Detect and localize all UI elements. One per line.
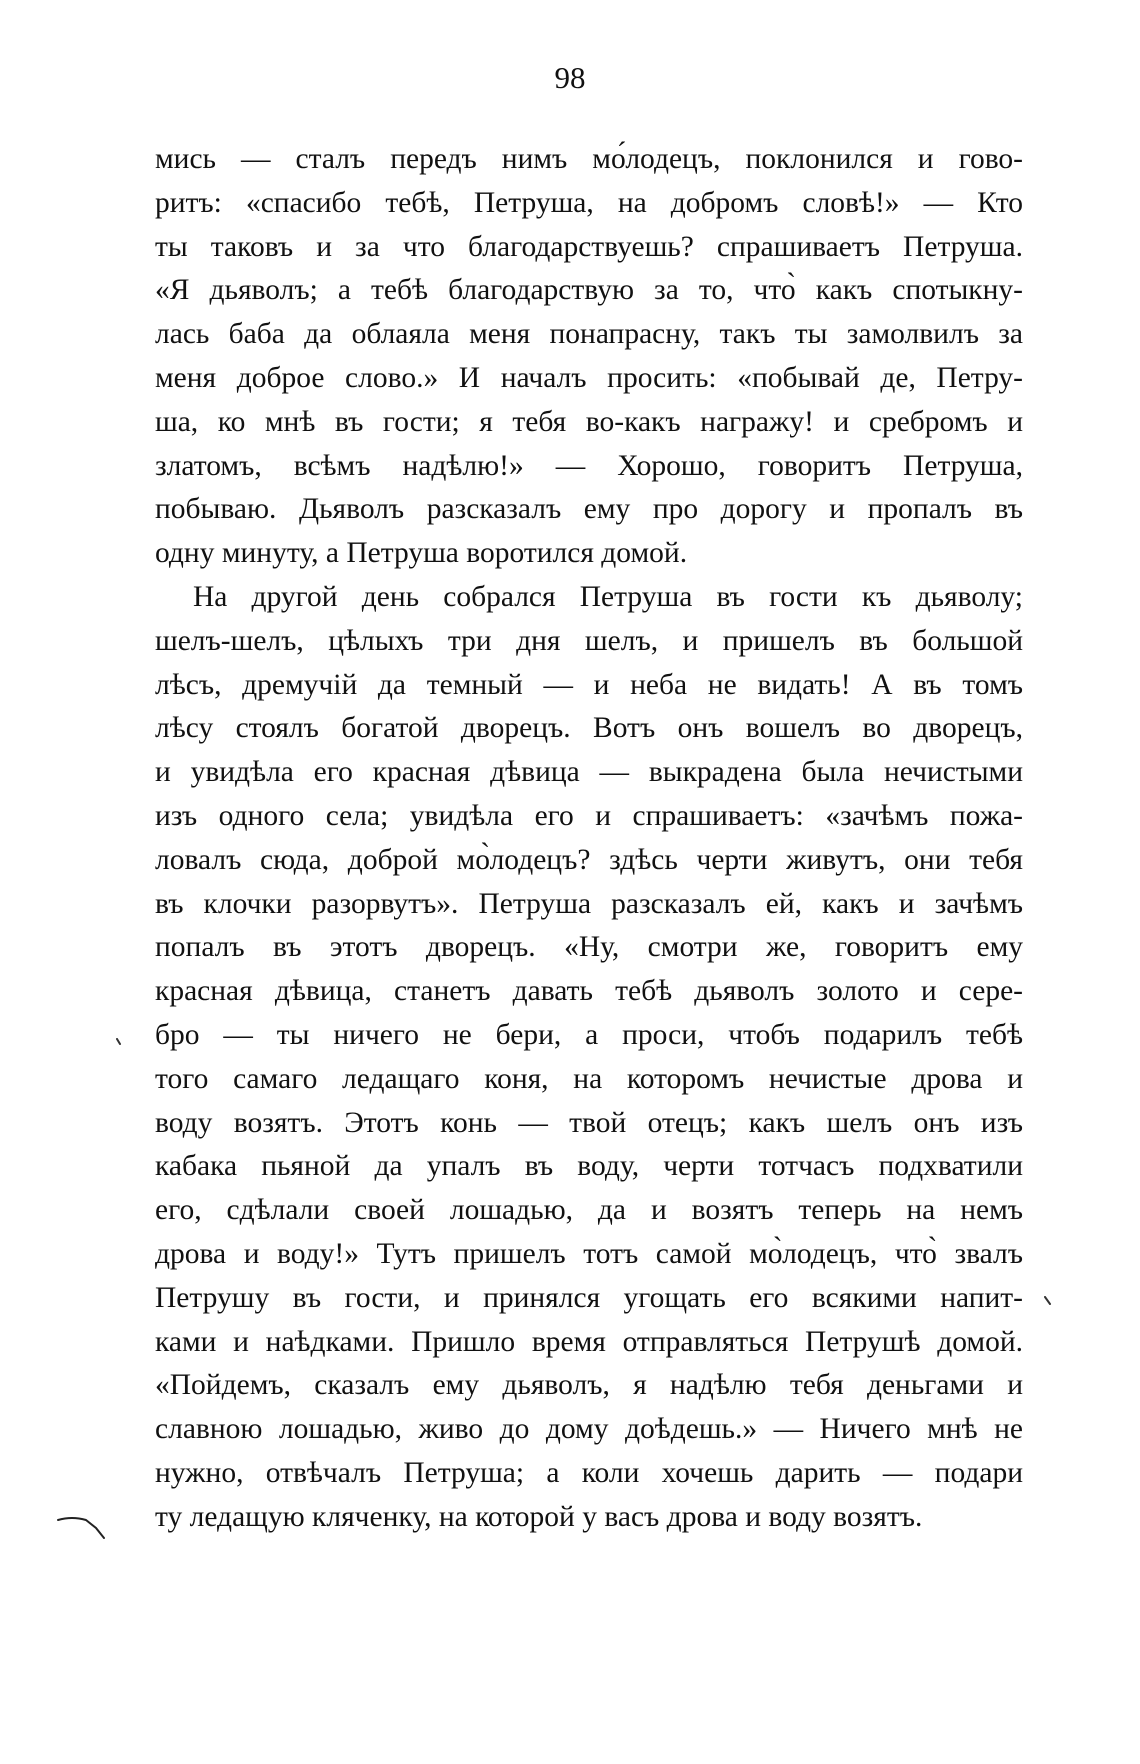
text-line: побываю. Дьяволъ разсказалъ ему про дорогу и пропалъ въ <box>155 493 1023 526</box>
text-line: того самаго ледащаго коня, на которомъ нечистые дрова и <box>155 1062 1023 1095</box>
text-line: одну минуту, а Петруша воротился домой. <box>155 537 688 570</box>
text-line: меня доброе слово.» И началъ просить: «побывай де, Петру- <box>155 361 1023 394</box>
text-line: его, сдѣлали своей лошадью, да и возятъ теперь на немъ <box>155 1194 1023 1227</box>
text-line: ками и наѣдками. Пришло время отправляться Петрушѣ домой. <box>155 1325 1023 1358</box>
text-line: лѣсу стоялъ богатой дворецъ. Вотъ онъ вошелъ во дворецъ, <box>155 712 1023 745</box>
scan-speck-mark <box>116 1038 122 1046</box>
text-line: дрова и воду!» Тутъ пришелъ тотъ самой мо̀лодецъ, что̀ звалъ <box>155 1237 1023 1270</box>
text-line: шелъ-шелъ, цѣлыхъ три дня шелъ, и пришелъ въ большой <box>155 624 1023 657</box>
text-line: ты таковъ и за что благодарствуешь? спрашиваетъ Петруша. <box>155 230 1023 263</box>
text-line: «Пойдемъ, сказалъ ему дьяволъ, я надѣлю тебя деньгами и <box>155 1369 1023 1402</box>
text-line: славною лошадью, живо до дому доѣдешь.» — Ничего мнѣ не <box>155 1413 1023 1446</box>
text-line: лась баба да облаяла меня понапрасну, такъ ты замолвилъ за <box>155 318 1023 351</box>
text-line: воду возятъ. Этотъ конь — твой отецъ; какъ шелъ онъ изъ <box>155 1106 1023 1139</box>
body-text <box>155 138 1023 1540</box>
text-line: кабака пьяной да упалъ въ воду, черти тотчасъ подхватили <box>155 1150 1023 1183</box>
text-line: мись — сталъ передъ нимъ мо́лодецъ, поклонился и гово- <box>155 143 1023 175</box>
text-line: лѣсъ, дремучій да темный — и неба не видать! А въ томъ <box>155 668 1023 701</box>
text-line: изъ одного села; увидѣла его и спрашиваетъ: «зачѣмъ пожа- <box>155 799 1023 832</box>
text-line: ритъ: «спасибо тебѣ, Петруша, на добромъ словѣ!» — Кто <box>155 186 1023 219</box>
text-line: златомъ, всѣмъ надѣлю!» — Хорошо, говоритъ Петруша, <box>155 449 1023 482</box>
text-line: ту ледащую кляченку, на которой у васъ дрова и воду возятъ. <box>155 1500 923 1533</box>
text-line: и увидѣла его красная дѣвица — выкрадена была нечистыми <box>155 756 1023 789</box>
text-line: ловалъ сюда, доброй мо̀лодецъ? здѣсь черти живутъ, они тебя <box>155 843 1023 876</box>
text-line: ша, ко мнѣ въ гости; я тебя во-какъ награжу! и сребромъ и <box>155 405 1023 438</box>
text-line: На другой день собрался Петруша въ гости къ дьяволу; <box>193 580 1023 613</box>
text-line: красная дѣвица, станетъ давать тебѣ дьяволъ золото и сере- <box>155 975 1023 1008</box>
text-line: Петрушу въ гости, и принялся угощать его всякими напит- <box>155 1281 1023 1314</box>
text-line: попалъ въ этотъ дворецъ. «Ну, смотри же, говоритъ ему <box>155 931 1023 964</box>
scan-speck-mark <box>1044 1296 1052 1306</box>
scan-stroke-mark <box>56 1514 112 1544</box>
page-number: 98 <box>554 60 586 95</box>
text-line: нужно, отвѣчалъ Петруша; а коли хочешь дарить — подари <box>155 1456 1023 1489</box>
text-line: въ клочки разорвутъ». Петруша разсказалъ ей, какъ и зачѣмъ <box>155 887 1023 920</box>
text-line: «Я дьяволъ; а тебѣ благодарствую за то, что̀ какъ спотыкну- <box>155 274 1023 307</box>
text-line: бро — ты ничего не бери, а проси, чтобъ подарилъ тебѣ <box>155 1018 1023 1051</box>
